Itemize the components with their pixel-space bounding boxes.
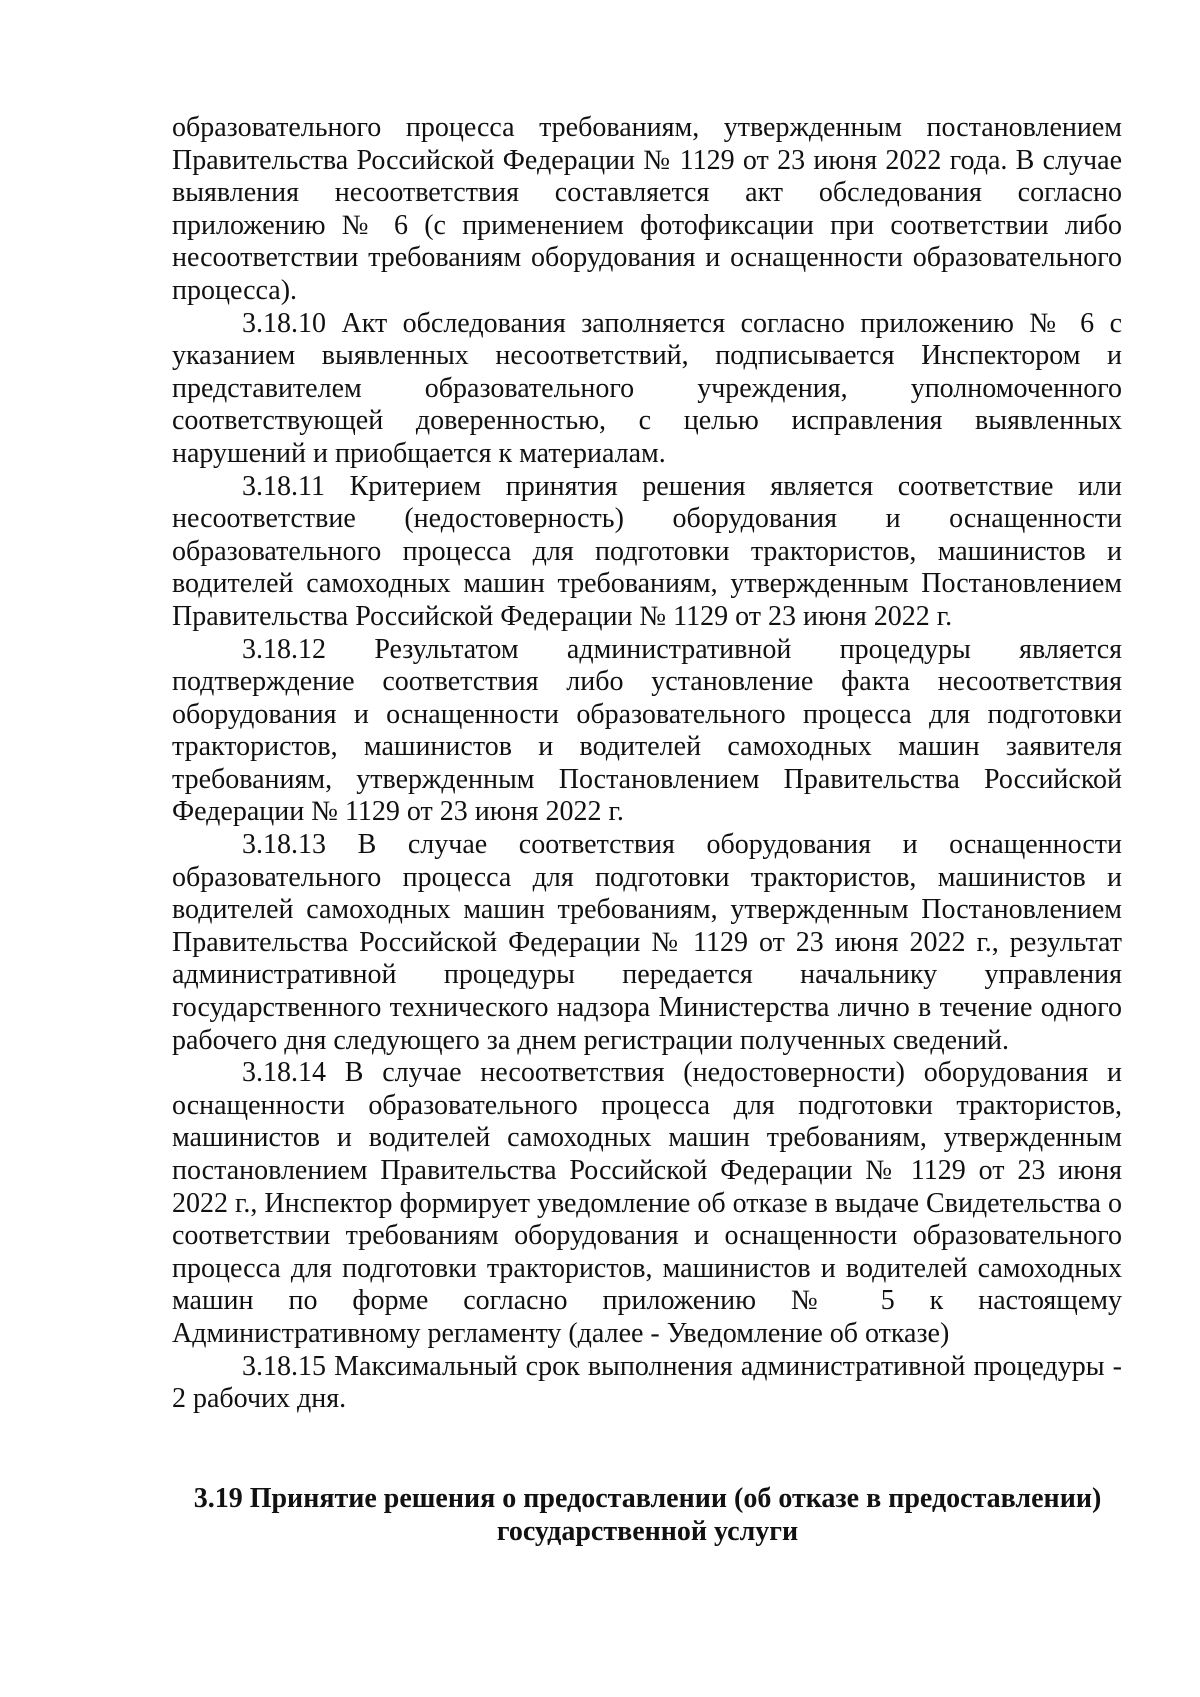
- paragraph-continuation: образовательного процесса требованиям, утвержденным постановлением Правительства Российской Федерации № 1129 от 23 июня 2022 года. В случае выявления несоответствия составляется акт обследования согласно приложению № 6 (с применением фотофиксации при соответствии либо несоответствии требованиям оборудования и оснащенности образовательного процесса).: [172, 112, 1122, 306]
- paragraph-3-18-12: 3.18.12 Результатом административной процедуры является подтверждение соответствия либо установление факта несоответствия оборудования и оснащенности образовательного процесса для подготовки трактористов, машинистов и водителей самоходных машин заявителя требованиям, утвержденным Постановлением Правительства Российской Федерации № 1129 от 23 июня 2022 г.: [172, 633, 1122, 828]
- paragraph-3-18-13: 3.18.13 В случае соответствия оборудования и оснащенности образовательного процесса для подготовки трактористов, машинистов и водителей самоходных машин требованиям, утвержденным Постановлением Правительства Российской Федерации № 1129 от 23 июня 2022 г., результат административной процедуры передается начальнику управления государственного технического надзора Министерства лично в течение одного рабочего дня следующего за днем регистрации полученных сведений.: [172, 829, 1122, 1056]
- paragraph-3-18-14: 3.18.14 В случае несоответствия (недостоверности) оборудования и оснащенности образовательного процесса для подготовки трактористов, машинистов и водителей самоходных машин требованиям, утвержденным постановлением Правительства Российской Федерации № 1129 от 23 июня 2022 г., Инспектор формирует уведомление об отказе в выдаче Свидетельства о соответствии требованиям оборудования и оснащенности образовательного процесса для подготовки трактористов, машинистов и водителей самоходных машин по форме согласно приложению № 5 к настоящему Административному регламенту (далее - Уведомление об отказе): [172, 1057, 1122, 1349]
- paragraph-3-18-11: 3.18.11 Критерием принятия решения является соответствие или несоответствие (недостоверность) оборудования и оснащенности образовательного процесса для подготовки трактористов, машинистов и водителей самоходных машин требованиям, утвержденным Постановлением Правительства Российской Федерации № 1129 от 23 июня 2022 г.: [172, 470, 1122, 632]
- paragraph-3-18-10: 3.18.10 Акт обследования заполняется согласно приложению № 6 с указанием выявленных несоответствий, подписывается Инспектором и представителем образовательного учреждения, уполномоченного соответствующей доверенностью, с целью исправления выявленных нарушений и приобщается к материалам.: [172, 307, 1122, 469]
- section-heading-3-19: 3.19 Принятие решения о предоставлении (об отказе в предоставлении) государственной услуги: [193, 1483, 1102, 1547]
- paragraph-3-18-15: 3.18.15 Максимальный срок выполнения административной процедуры - 2 рабочих дня.: [172, 1350, 1122, 1415]
- document-body: [172, 112, 1122, 1416]
